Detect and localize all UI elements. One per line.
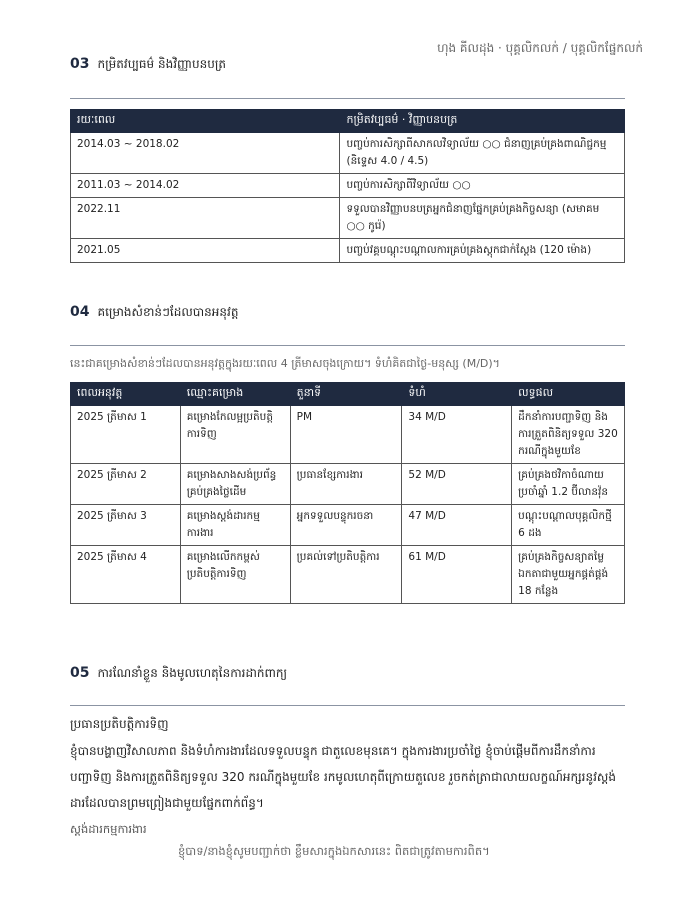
section-divider — [70, 345, 625, 346]
table-cell: គម្រោងលើកកម្ពស់ប្រតិបត្តិការទិញ — [180, 546, 290, 604]
table-cell: បញ្ចប់ការសិក្សាពីសាកលវិទ្យាល័យ ○○ ជំនាញគ្រប់គ្រងពាណិជ្ជកម្ម (និទ្ទេស 4.0 / 4.5) — [340, 133, 625, 174]
table-cell: ប្រធានខ្សែការងារ — [290, 464, 402, 505]
column-header: ទំហំ — [402, 383, 512, 406]
intro-subtitle: ប្រធានប្រតិបត្តិការទិញ — [70, 717, 169, 731]
table-cell: 2025 ត្រីមាស 1 — [71, 406, 181, 464]
section-heading-education — [70, 56, 226, 74]
table-row — [71, 133, 625, 174]
table-row — [71, 406, 625, 464]
column-header: តួនាទី — [290, 383, 402, 406]
header-name-role: ហុង គីលដុង · បុគ្គលិកលក់ / បុគ្គលិកផ្នែកលក់ — [437, 41, 643, 55]
table-cell: បណ្តុះបណ្តាលបុគ្គលិកថ្មី 6 ដង — [512, 505, 625, 546]
table-row — [71, 174, 625, 198]
table-cell: PM — [290, 406, 402, 464]
section-divider — [70, 705, 625, 706]
section-divider — [70, 98, 625, 99]
table-row — [71, 198, 625, 239]
table-row — [71, 464, 625, 505]
section-title: កម្រិតវប្បធម៌ និងវិញ្ញាបនបត្រ — [97, 57, 227, 71]
table-cell: ដឹកនាំការបញ្ជាទិញ និងការត្រួតពិនិត្យទទួល 320 ករណីក្នុងមួយខែ — [512, 406, 625, 464]
section-heading-projects — [70, 304, 238, 322]
column-header: លទ្ធផល — [512, 383, 625, 406]
education-table — [70, 109, 625, 263]
table-cell: អ្នកទទួលបន្ទុករចនា — [290, 505, 402, 546]
table-row — [71, 505, 625, 546]
table-cell: 61 M/D — [402, 546, 512, 604]
section-title: គម្រោងសំខាន់ៗដែលបានអនុវត្ត — [97, 305, 239, 319]
section-heading-intro — [70, 665, 287, 683]
table-cell: 47 M/D — [402, 505, 512, 546]
projects-table — [70, 382, 625, 604]
column-header: ពេលអនុវត្ត — [71, 383, 181, 406]
table-cell: គម្រោងកែលម្អប្រតិបត្តិការទិញ — [180, 406, 290, 464]
signature-label: ស្តង់ដារកម្មការងារ — [70, 822, 147, 836]
table-cell: 2022.11 — [71, 198, 340, 239]
table-cell: 2025 ត្រីមាស 4 — [71, 546, 181, 604]
table-cell: បញ្ចប់វគ្គបណ្តុះបណ្តាលការគ្រប់គ្រងស្តុកជាក់ស្តែង (120 ម៉ោង) — [340, 239, 625, 263]
table-row — [71, 239, 625, 263]
table-cell: គ្រប់គ្រងកិច្ចសន្យាតម្លៃឯកតាជាមួយអ្នកផ្គត់ផ្គង់ 18 កន្លែង — [512, 546, 625, 604]
table-cell: 2025 ត្រីមាស 3 — [71, 505, 181, 546]
table-row — [71, 546, 625, 604]
table-cell: 2025 ត្រីមាស 2 — [71, 464, 181, 505]
column-header: កម្រិតវប្បធម៌ · វិញ្ញាបនបត្រ — [340, 110, 625, 133]
intro-body: ខ្ញុំបានបង្ហាញវិសាលភាព និងទំហំការងារដែលទទួលបន្ទុក ជាតួលេខមុនគេ។ ក្នុងការងារប្រចាំថ្ងៃ ខ្ញុំចាប់ផ្តើមពីការដឹកនាំការបញ្ជាទិញ និងការត្រួតពិនិត្យទទួល 320 ករណីក្នុងមួយខែ រកមូលហេតុពីក្រោយតួលេខ រួចកត់ត្រាជាលាយលក្ខណ៍អក្សរនូវស្តង់ដារដែលបានព្រមព្រៀងជាមួយផ្នែកពាក់ព័ន្ធ។ — [70, 744, 616, 810]
projects-note: នេះជាគម្រោងសំខាន់ៗដែលបានអនុវត្តក្នុងរយៈពេល 4 ត្រីមាសចុងក្រោយ។ ទំហំគិតជាថ្ងៃ-មនុស្ស (M/D)។ — [70, 357, 500, 370]
section-number: 05 — [70, 665, 90, 681]
table-cell: 2011.03 ~ 2014.02 — [71, 174, 340, 198]
table-cell: គ្រប់គ្រងថវិកាចំណាយប្រចាំឆ្នាំ 1.2 ប៊ីលានវ៉ុន — [512, 464, 625, 505]
section-number: 03 — [70, 56, 90, 72]
section-number: 04 — [70, 304, 90, 320]
signature-statement: ខ្ញុំបាទ/នាងខ្ញុំសូមបញ្ជាក់ថា ខ្លឹមសារក្នុងឯកសារនេះ ពិតជាត្រូវតាមការពិត។ — [178, 844, 490, 858]
table-cell: គម្រោងស្តង់ដារកម្មការងារ — [180, 505, 290, 546]
table-cell: 34 M/D — [402, 406, 512, 464]
table-cell: 2021.05 — [71, 239, 340, 263]
table-cell: គម្រោងសាងសង់ប្រព័ន្ធគ្រប់គ្រងថ្លៃដើម — [180, 464, 290, 505]
table-cell: ប្រគល់ទៅប្រតិបត្តិការ — [290, 546, 402, 604]
table-cell: 2014.03 ~ 2018.02 — [71, 133, 340, 174]
column-header: ឈ្មោះគម្រោង — [180, 383, 290, 406]
table-cell: បញ្ចប់ការសិក្សាពីវិទ្យាល័យ ○○ — [340, 174, 625, 198]
table-cell: ទទួលបានវិញ្ញាបនបត្រអ្នកជំនាញផ្នែកគ្រប់គ្រងកិច្ចសន្យា (សមាគម ○○ កូរ៉េ) — [340, 198, 625, 239]
section-title: ការណែនាំខ្លួន និងមូលហេតុនៃការដាក់ពាក្យ — [97, 666, 288, 680]
table-cell: 52 M/D — [402, 464, 512, 505]
column-header: រយៈពេល — [71, 110, 340, 133]
